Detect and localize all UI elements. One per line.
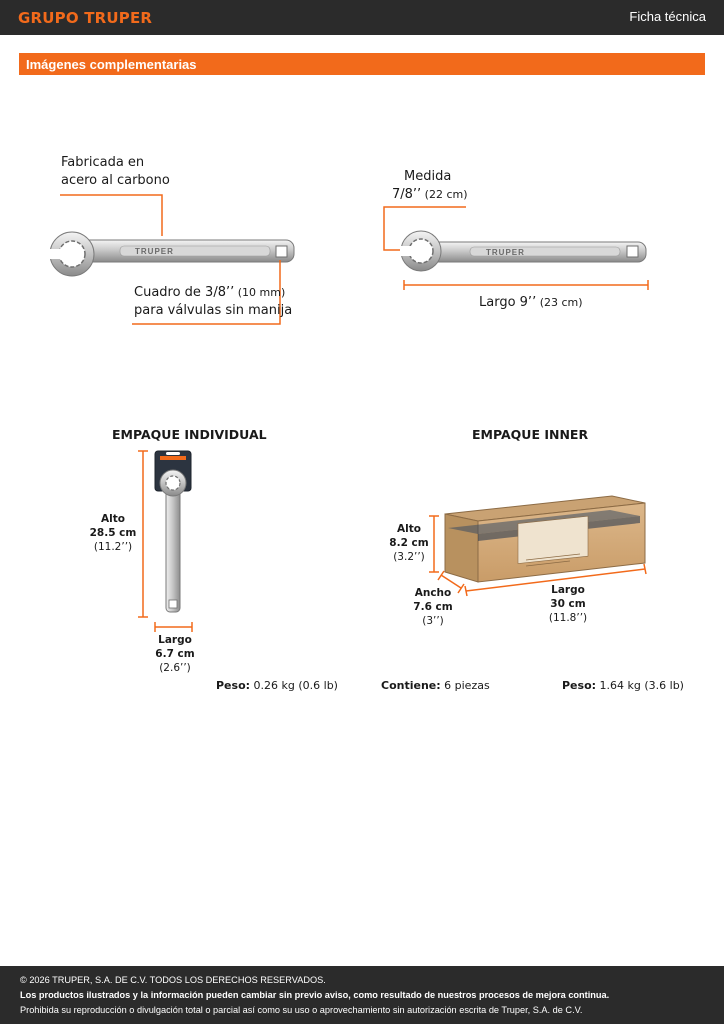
wrench-marking-2: TRUPER [486, 248, 525, 257]
measure-size-metric: (22 cm) [421, 188, 468, 201]
material-callout-line1: Fabricada en [61, 155, 145, 170]
individual-length-label: Largo [158, 634, 192, 646]
inner-width-value: 7.6 cm [413, 601, 453, 613]
inner-length-callout [538, 583, 598, 625]
dimension-line-length [404, 280, 648, 290]
individual-height-callout [78, 512, 148, 554]
footer-prohibition: Prohibida su reproducción o divulgación total o parcial así como su uso o aprovechamiento sin autorización escrita de Truper, S.A. de C.V. [20, 1005, 583, 1015]
individual-package-title: EMPAQUE INDIVIDUAL [112, 427, 267, 442]
individual-package-image [155, 451, 191, 612]
individual-weight-label: Peso: [216, 679, 251, 692]
individual-height-label: Alto [101, 513, 125, 525]
inner-width-imperial: (3’’) [422, 615, 444, 627]
material-callout-line2: acero al carbono [61, 173, 170, 188]
document-title: Ficha técnica [629, 9, 706, 24]
inner-weight [562, 679, 684, 692]
wrench-marking-1: TRUPER [135, 247, 174, 256]
measure-callout-value [392, 186, 468, 203]
individual-height-value: 28.5 cm [89, 527, 137, 539]
inner-height-label: Alto [397, 523, 421, 535]
callout-line-material [60, 195, 162, 236]
brand-logo: GRUPO TRUPER [18, 9, 153, 27]
inner-box-image [445, 496, 645, 582]
inner-weight-label: Peso: [562, 679, 597, 692]
dimension-line-individual-length [155, 622, 192, 632]
length-size: Largo 9’’ [479, 295, 537, 310]
inner-contents-label: Contiene: [381, 679, 441, 692]
inner-width-label: Ancho [414, 587, 452, 599]
square-size-metric: (10 mm) [234, 286, 286, 299]
inner-width-callout [406, 586, 460, 628]
inner-height-imperial: (3.2’’) [393, 551, 425, 563]
individual-height-imperial: (11.2’’) [93, 541, 133, 553]
footer-copyright: © 2026 TRUPER, S.A. DE C.V. TODOS LOS DERECHOS RESERVADOS. [20, 975, 326, 985]
inner-height-value: 8.2 cm [389, 537, 429, 549]
measure-size: 7/8’’ [392, 187, 422, 202]
inner-length-value: 30 cm [550, 598, 586, 610]
inner-contents-value: 6 piezas [440, 679, 490, 692]
length-size-metric: (23 cm) [536, 296, 583, 309]
inner-height-callout [384, 522, 434, 564]
individual-weight [216, 679, 338, 692]
length-callout [479, 294, 583, 311]
individual-length-value: 6.7 cm [155, 648, 195, 660]
section-title: Imágenes complementarias [26, 57, 197, 72]
individual-weight-value: 0.26 kg (0.6 lb) [250, 679, 338, 692]
square-size: Cuadro de 3/8’’ [134, 285, 235, 300]
square-callout-line2: para válvulas sin manija [134, 303, 293, 318]
inner-length-label: Largo [551, 584, 585, 596]
inner-length-imperial: (11.8’’) [548, 612, 588, 624]
individual-length-callout [140, 633, 210, 675]
page-footer [0, 966, 724, 1024]
inner-weight-value: 1.64 kg (3.6 lb) [596, 679, 684, 692]
square-callout-line1 [134, 284, 285, 301]
footer-notice: Los productos ilustrados y la información pueden cambiar sin previo aviso, como resultado de nuestros procesos de mejora continua. [20, 990, 610, 1000]
individual-length-imperial: (2.6’’) [159, 662, 191, 674]
inner-contents [381, 679, 490, 692]
inner-package-title: EMPAQUE INNER [472, 427, 589, 442]
measure-callout-label: Medida [404, 169, 452, 184]
